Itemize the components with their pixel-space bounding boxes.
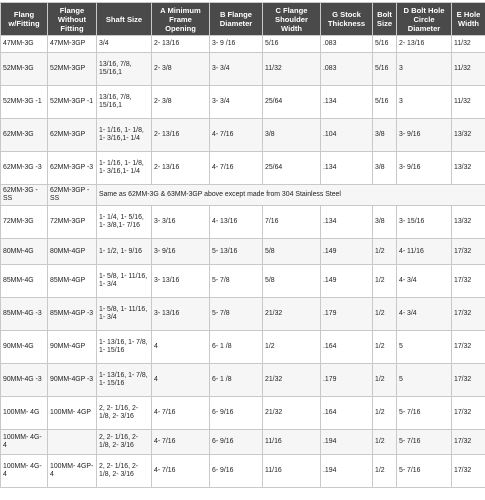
table-row xyxy=(1,239,485,265)
table-cell: 5 xyxy=(397,364,452,397)
table-cell: 1/2 xyxy=(263,331,321,364)
table-cell: 90MM-4GP -3 xyxy=(48,364,97,397)
table-row xyxy=(1,185,485,206)
table-cell: 13/32 xyxy=(452,206,485,239)
table-cell: 17/32 xyxy=(452,364,485,397)
table-cell: 1- 1/16, 1- 1/8, 1- 3/16,1- 1/4 xyxy=(97,152,152,185)
table-cell: 52MM-3GP xyxy=(48,53,97,86)
table-cell: 1- 1/4, 1- 5/16, 1- 3/8,1- 7/16 xyxy=(97,206,152,239)
table-cell: 6- 9/16 xyxy=(210,430,263,455)
table-cell: 1/2 xyxy=(373,455,397,488)
table-body xyxy=(1,36,485,488)
table-cell: 5/16 xyxy=(373,53,397,86)
table-cell: 3- 9/16 xyxy=(397,152,452,185)
table-cell: 100MM- 4G-4 xyxy=(1,455,48,488)
table-cell: 11/16 xyxy=(263,430,321,455)
table-cell: 5- 13/16 xyxy=(210,239,263,265)
column-header: Flang w/Fitting xyxy=(1,3,48,36)
table-cell: 62MM-3G xyxy=(1,119,48,152)
table-cell: 11/32 xyxy=(452,53,485,86)
table-cell: 3/4 xyxy=(97,36,152,53)
table-cell: 6- 1 /8 xyxy=(210,364,263,397)
table-cell: 72MM-3GP xyxy=(48,206,97,239)
table-cell: 6- 9/16 xyxy=(210,455,263,488)
table-cell: 11/32 xyxy=(452,36,485,53)
column-header: E Hole Width xyxy=(452,3,485,36)
table-cell: 5/16 xyxy=(263,36,321,53)
table-cell: 2, 2- 1/16, 2-1/8, 2- 3/16 xyxy=(97,430,152,455)
table-row xyxy=(1,119,485,152)
table-cell: .083 xyxy=(321,36,373,53)
table-cell: 6- 1 /8 xyxy=(210,331,263,364)
table-cell: 17/32 xyxy=(452,239,485,265)
table-cell: 5/16 xyxy=(373,36,397,53)
table-cell: 17/32 xyxy=(452,298,485,331)
column-header: Bolt Size xyxy=(373,3,397,36)
table-cell: 3- 3/4 xyxy=(210,53,263,86)
table-cell: 1- 5/8, 1- 11/16, 1- 3/4 xyxy=(97,265,152,298)
table-cell: 1- 1/16, 1- 1/8, 1- 3/16,1- 1/4 xyxy=(97,119,152,152)
table-cell: 1- 1/2, 1- 9/16 xyxy=(97,239,152,265)
column-header: B Flange Diameter xyxy=(210,3,263,36)
table-cell: 2- 13/16 xyxy=(152,36,210,53)
table-cell: 4- 3/4 xyxy=(397,298,452,331)
table-cell: .134 xyxy=(321,86,373,119)
table-cell: 5/8 xyxy=(263,239,321,265)
table-cell: 17/32 xyxy=(452,331,485,364)
table-cell: 100MM- 4G-4 xyxy=(1,430,48,455)
table-cell: 25/64 xyxy=(263,152,321,185)
table-cell: 90MM-4G xyxy=(1,331,48,364)
table-row xyxy=(1,86,485,119)
table-cell: 5- 7/8 xyxy=(210,298,263,331)
table-cell: 1- 5/8, 1- 11/16, 1- 3/4 xyxy=(97,298,152,331)
table-cell: 5- 7/16 xyxy=(397,397,452,430)
table-cell: 3- 9 /16 xyxy=(210,36,263,53)
table-cell: .164 xyxy=(321,331,373,364)
table-cell: 4- 7/16 xyxy=(152,430,210,455)
table-cell: 1/2 xyxy=(373,331,397,364)
table-cell: 4- 13/16 xyxy=(210,206,263,239)
table-cell: 5- 7/16 xyxy=(397,430,452,455)
table-cell: .149 xyxy=(321,265,373,298)
header-row xyxy=(1,3,485,36)
table-cell: 100MM- 4GP xyxy=(48,397,97,430)
table-cell: 1- 13/16, 1- 7/8, 1- 15/16 xyxy=(97,331,152,364)
column-header: A Minimum Frame Opening xyxy=(152,3,210,36)
table-cell: 3- 13/16 xyxy=(152,265,210,298)
table-cell: .179 xyxy=(321,298,373,331)
table-cell: 3/8 xyxy=(263,119,321,152)
table-cell: 17/32 xyxy=(452,430,485,455)
table-cell: 2- 3/8 xyxy=(152,53,210,86)
table-cell: 62MM-3GP -3 xyxy=(48,152,97,185)
table-cell: 4 xyxy=(152,331,210,364)
table-cell: 90MM-4GP xyxy=(48,331,97,364)
column-header: D Bolt Hole Circle Diameter xyxy=(397,3,452,36)
table-cell: 47MM-3GP xyxy=(48,36,97,53)
table-cell: 6- 9/16 xyxy=(210,397,263,430)
table-cell: 3/8 xyxy=(373,152,397,185)
table-cell: 2- 13/16 xyxy=(152,119,210,152)
table-cell: .164 xyxy=(321,397,373,430)
table-cell: 11/32 xyxy=(452,86,485,119)
table-row xyxy=(1,53,485,86)
table-cell: 2- 13/16 xyxy=(397,36,452,53)
table-cell: 62MM-3G -SS xyxy=(1,185,48,206)
table-cell: .179 xyxy=(321,364,373,397)
column-header: Flange Without Fitting xyxy=(48,3,97,36)
table-cell: 1/2 xyxy=(373,397,397,430)
table-cell: 72MM-3G xyxy=(1,206,48,239)
table-row xyxy=(1,206,485,239)
table-cell: .134 xyxy=(321,206,373,239)
table-cell: 1/2 xyxy=(373,265,397,298)
table-cell: .194 xyxy=(321,455,373,488)
table-cell: 2, 2- 1/16, 2-1/8, 2- 3/16 xyxy=(97,455,152,488)
table-cell: .149 xyxy=(321,239,373,265)
table-cell: 3- 9/16 xyxy=(397,119,452,152)
table-cell: 21/32 xyxy=(263,298,321,331)
note-cell: Same as 62MM-3G & 63MM-3GP above except made from 304 Stainless Steel xyxy=(97,185,485,206)
table-cell: 62MM-3GP xyxy=(48,119,97,152)
table-cell: 17/32 xyxy=(452,455,485,488)
column-header: C Flange Shoulder Width xyxy=(263,3,321,36)
table-cell: 85MM-4GP -3 xyxy=(48,298,97,331)
table-cell: 2- 13/16 xyxy=(152,152,210,185)
table-cell: 5/16 xyxy=(373,86,397,119)
table-cell: 4- 7/16 xyxy=(152,455,210,488)
table-row xyxy=(1,265,485,298)
table-cell: 21/32 xyxy=(263,397,321,430)
table-cell: .083 xyxy=(321,53,373,86)
table-cell: 52MM-3G xyxy=(1,53,48,86)
table-row xyxy=(1,455,485,488)
table-row xyxy=(1,364,485,397)
table-cell: .134 xyxy=(321,152,373,185)
table-cell: 52MM-3GP -1 xyxy=(48,86,97,119)
table-cell: .194 xyxy=(321,430,373,455)
table-cell: 52MM-3G -1 xyxy=(1,86,48,119)
table-cell: 13/32 xyxy=(452,152,485,185)
table-cell: 2- 3/8 xyxy=(152,86,210,119)
table-cell xyxy=(48,430,97,455)
table-cell: 80MM-4GP xyxy=(48,239,97,265)
table-cell: 1- 13/16, 1- 7/8, 1- 15/16 xyxy=(97,364,152,397)
table-cell: .104 xyxy=(321,119,373,152)
table-cell: 5 xyxy=(397,331,452,364)
flange-spec-table xyxy=(0,2,485,488)
table-cell: 4 xyxy=(152,364,210,397)
table-cell: 3 xyxy=(397,86,452,119)
table-cell: 100MM- 4G xyxy=(1,397,48,430)
table-cell: 62MM-3G -3 xyxy=(1,152,48,185)
table-cell: 3/8 xyxy=(373,119,397,152)
table-cell: 4- 7/16 xyxy=(152,397,210,430)
table-cell: 85MM-4G xyxy=(1,265,48,298)
column-header: G Stock Thickness xyxy=(321,3,373,36)
table-cell: 80MM-4G xyxy=(1,239,48,265)
table-row xyxy=(1,430,485,455)
table-cell: 11/16 xyxy=(263,455,321,488)
table-row xyxy=(1,298,485,331)
table-cell: 3- 3/4 xyxy=(210,86,263,119)
table-cell: 90MM-4G -3 xyxy=(1,364,48,397)
table-cell: 5- 7/16 xyxy=(397,455,452,488)
table-cell: 3- 13/16 xyxy=(152,298,210,331)
table-cell: 4- 7/16 xyxy=(210,152,263,185)
table-cell: 3 xyxy=(397,53,452,86)
table-cell: 3- 9/16 xyxy=(152,239,210,265)
table-cell: 1/2 xyxy=(373,239,397,265)
table-cell: 1/2 xyxy=(373,364,397,397)
table-row xyxy=(1,152,485,185)
table-cell: 85MM-4G -3 xyxy=(1,298,48,331)
table-cell: 21/32 xyxy=(263,364,321,397)
table-cell: 3- 15/16 xyxy=(397,206,452,239)
table-cell: 5/8 xyxy=(263,265,321,298)
column-header: Shaft Size xyxy=(97,3,152,36)
table-row xyxy=(1,331,485,364)
table-cell: 5- 7/8 xyxy=(210,265,263,298)
table-cell: 13/32 xyxy=(452,119,485,152)
table-cell: 2, 2- 1/16, 2-1/8, 2- 3/16 xyxy=(97,397,152,430)
table-cell: 25/64 xyxy=(263,86,321,119)
table-cell: 4- 3/4 xyxy=(397,265,452,298)
table-cell: 4- 7/16 xyxy=(210,119,263,152)
table-cell: 17/32 xyxy=(452,397,485,430)
table-cell: 17/32 xyxy=(452,265,485,298)
table-cell: 7/16 xyxy=(263,206,321,239)
table-cell: 100MM- 4GP-4 xyxy=(48,455,97,488)
table-row xyxy=(1,36,485,53)
table-cell: 47MM-3G xyxy=(1,36,48,53)
table-cell: 13/16, 7/8, 15/16,1 xyxy=(97,86,152,119)
table-row xyxy=(1,397,485,430)
table-cell: 11/32 xyxy=(263,53,321,86)
table-cell: 3/8 xyxy=(373,206,397,239)
table-cell: 1/2 xyxy=(373,298,397,331)
table-cell: 13/16, 7/8, 15/16,1 xyxy=(97,53,152,86)
table-cell: 4- 11/16 xyxy=(397,239,452,265)
table-cell: 85MM-4GP xyxy=(48,265,97,298)
table-cell: 1/2 xyxy=(373,430,397,455)
table-cell: 3- 3/16 xyxy=(152,206,210,239)
table-cell: 62MM-3GP -SS xyxy=(48,185,97,206)
